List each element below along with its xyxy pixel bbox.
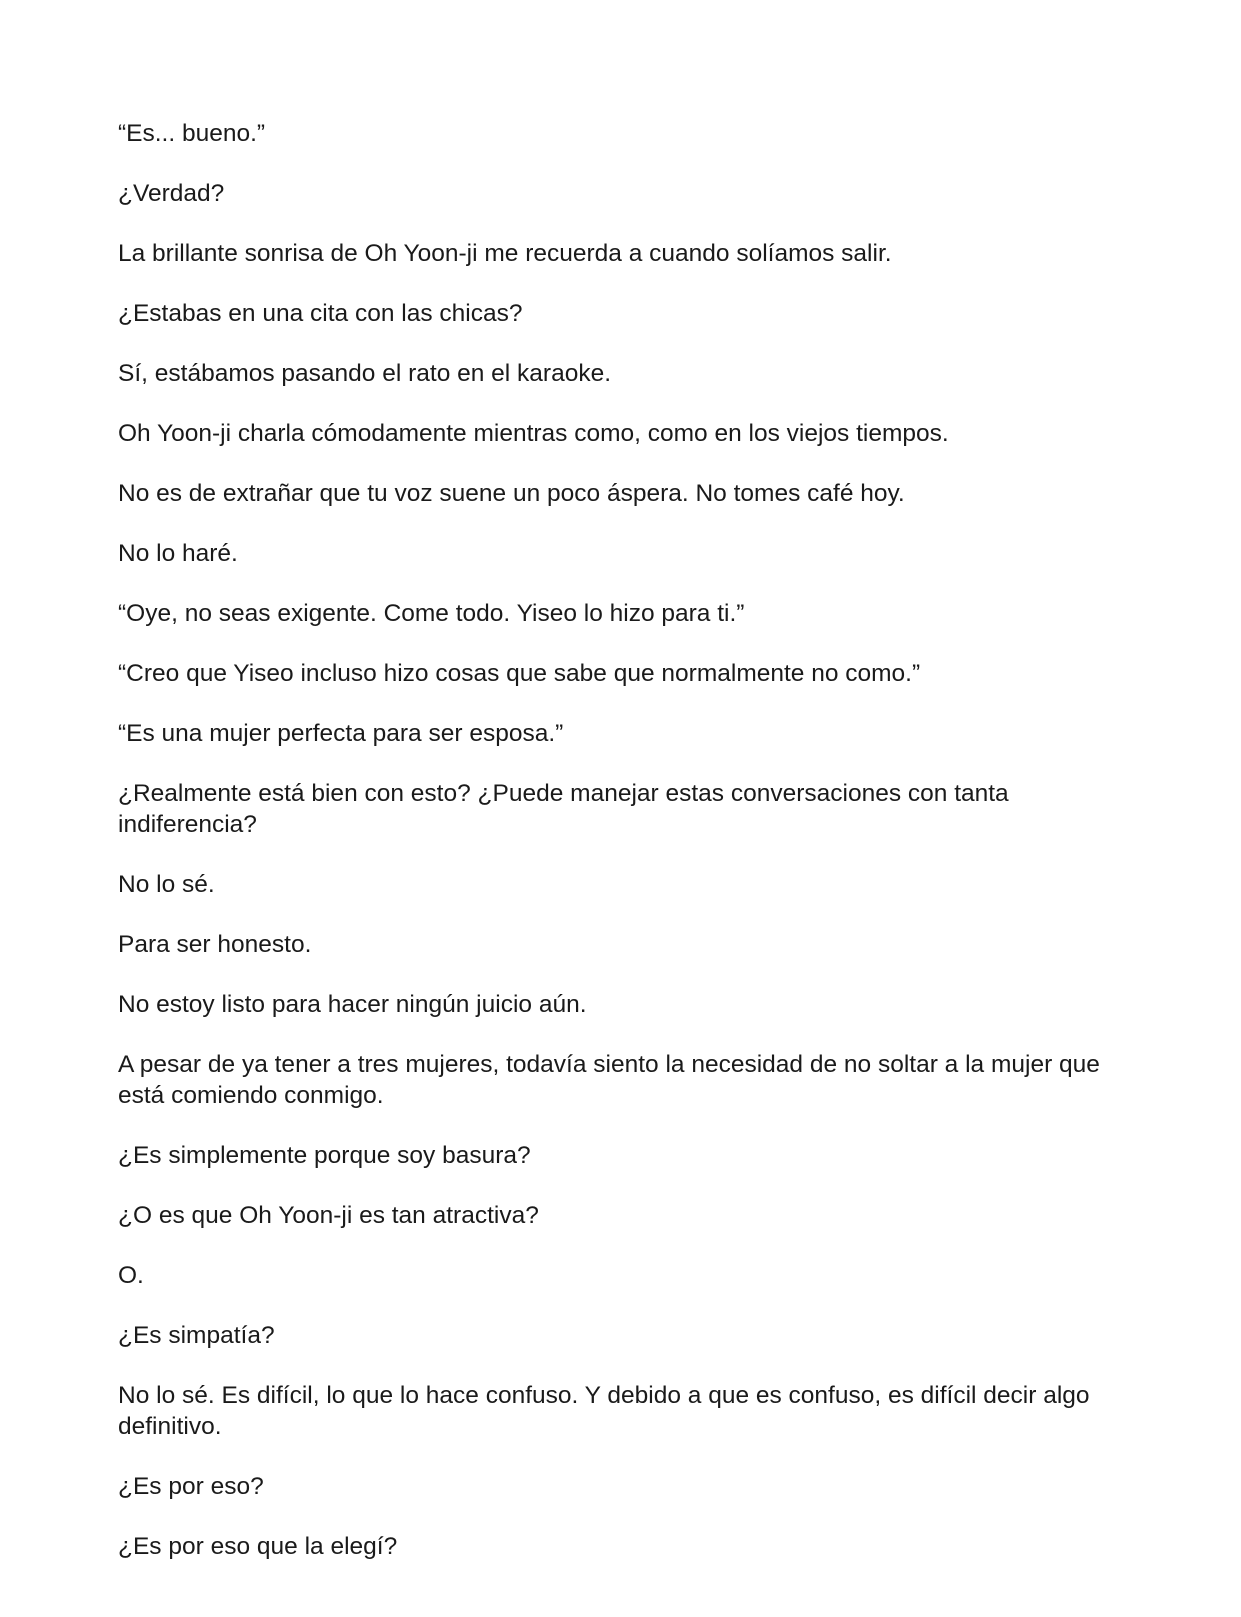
paragraph: O. xyxy=(118,1262,144,1289)
paragraph: ¿Es por eso que la elegí? xyxy=(118,1533,398,1560)
paragraph: No estoy listo para hacer ningún juicio aún. xyxy=(118,991,587,1018)
paragraph: ¿Estabas en una cita con las chicas? xyxy=(118,300,523,327)
paragraph: Para ser honesto. xyxy=(118,931,312,958)
paragraph: No lo haré. xyxy=(118,540,238,567)
paragraph: Sí, estábamos pasando el rato en el karaoke. xyxy=(118,360,612,387)
paragraph: ¿O es que Oh Yoon-ji es tan atractiva? xyxy=(118,1202,539,1229)
paragraph: ¿Verdad? xyxy=(118,180,225,207)
paragraph: “Oye, no seas exigente. Come todo. Yiseo lo hizo para ti.” xyxy=(118,600,745,627)
paragraph: ¿Es simpatía? xyxy=(118,1322,275,1349)
paragraph: La brillante sonrisa de Oh Yoon-ji me recuerda a cuando solíamos salir. xyxy=(118,240,892,267)
paragraph: No lo sé. Es difícil, lo que lo hace confuso. Y debido a que es confuso, es difícil decir algo definitivo. xyxy=(118,1382,1090,1440)
paragraph: “Es... bueno.” xyxy=(118,120,266,147)
paragraph: ¿Es simplemente porque soy basura? xyxy=(118,1142,531,1169)
paragraph: ¿Es por eso? xyxy=(118,1473,264,1500)
paragraph: “Es una mujer perfecta para ser esposa.” xyxy=(118,720,564,747)
paragraph: No es de extrañar que tu voz suene un poco áspera. No tomes café hoy. xyxy=(118,480,905,507)
document-body xyxy=(118,118,1123,1591)
paragraph: “Creo que Yiseo incluso hizo cosas que sabe que normalmente no como.” xyxy=(118,660,921,687)
paragraph: ¿Realmente está bien con esto? ¿Puede manejar estas conversaciones con tanta indiferencia? xyxy=(118,780,1009,838)
paragraph: No lo sé. xyxy=(118,871,215,898)
paragraph: Oh Yoon-ji charla cómodamente mientras como, como en los viejos tiempos. xyxy=(118,420,949,447)
paragraph: A pesar de ya tener a tres mujeres, todavía siento la necesidad de no soltar a la mujer que está comiendo conmigo. xyxy=(118,1051,1100,1109)
